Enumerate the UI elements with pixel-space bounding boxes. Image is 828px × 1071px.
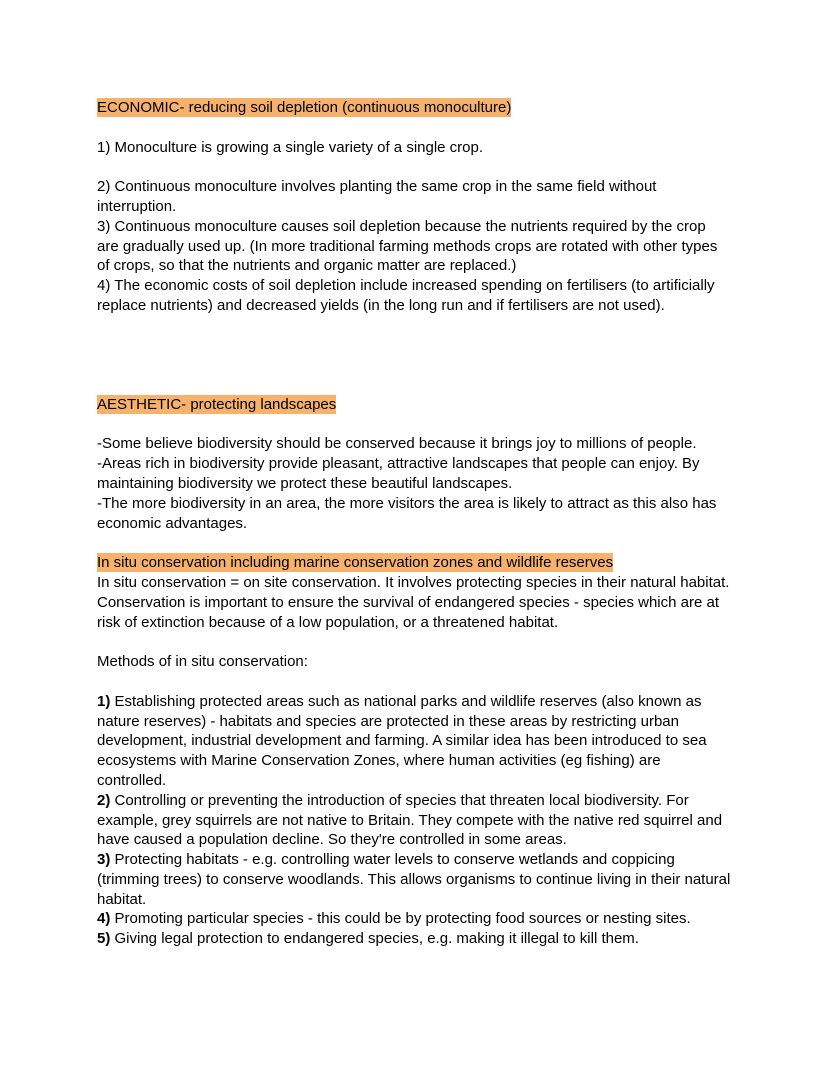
highlighted-heading-text: ECONOMIC- reducing soil depletion (continuous monoculture): [97, 99, 512, 116]
list-number: 3): [97, 851, 111, 869]
highlighted-heading-text: In situ conservation including marine conservation zones and wildlife reserves: [97, 554, 614, 572]
section-in-situ-conservation: [97, 553, 731, 949]
list-number: 5): [97, 930, 111, 948]
section-heading-in-situ: [97, 553, 731, 573]
list-text: Promoting particular species - this could be by protecting food sources or nesting sites.: [110, 910, 691, 928]
list-text: Protecting habitats - e.g. controlling water levels to conserve wetlands and coppicing (trimming trees) to conserve woodlands. This allows organisms to continue living in their natural habitat.: [97, 851, 731, 908]
paragraph: -Some believe biodiversity should be conserved because it brings joy to millions of people.: [97, 435, 697, 453]
list-number: 1): [97, 692, 111, 710]
list-text: Giving legal protection to endangered species, e.g. making it illegal to kill them.: [110, 930, 639, 948]
highlighted-heading-text: AESTHETIC- protecting landscapes: [97, 395, 337, 413]
list-text: Controlling or preventing the introduction of species that threaten local biodiversity. For example, grey squirrels are not native to Britain. They compete with the native red squirrel and have caused a population decline. So they're controlled in some areas.: [97, 791, 723, 849]
paragraph: 4) The economic costs of soil depletion include increased spending on fertilisers (to artificially replace nutrients) and decreased yields (in the long run and if fertilisers are not used).: [97, 277, 715, 314]
paragraph: -Areas rich in biodiversity provide pleasant, attractive landscapes that people can enjoy. By maintaining biodiversity we protect these beautiful landscapes.: [97, 455, 700, 492]
list-item-method-1: [97, 692, 731, 791]
paragraph: 1) Monoculture is growing a single variety of a single crop.: [97, 138, 484, 156]
list-item-method-3: [97, 850, 731, 909]
list-text: Establishing protected areas such as national parks and wildlife reserves (also known as nature reserves) - habitats and species are protected in these areas by restricting urban development, industrial development and farming. A similar idea has been introduced to sea ecosystems with Marine Conservation Zones, where human activities (eg fishing) are controlled.: [97, 692, 707, 789]
list-number: 2): [97, 791, 111, 809]
paragraph: -The more biodiversity in an area, the more visitors the area is likely to attract as this also has economic advantages.: [97, 494, 717, 532]
list-number: 4): [97, 910, 111, 928]
section-aesthetic: [97, 395, 731, 534]
paragraph: 3) Continuous monoculture causes soil depletion because the nutrients required by the crop are gradually used up. (In more traditional farming methods crops are rotated with other types of crops, so that the nutrients and organic matter are replaced.): [97, 217, 718, 275]
section-heading-aesthetic: [97, 395, 731, 415]
list-item-method-2: [97, 791, 731, 850]
paragraph: 2) Continuous monoculture involves planting the same crop in the same field without interruption.: [97, 178, 657, 215]
list-item-method-4: [97, 909, 731, 929]
methods-title: Methods of in situ conservation:: [97, 653, 308, 671]
section-heading-economic: [97, 98, 731, 118]
paragraph: In situ conservation = on site conservation. It involves protecting species in their natural habitat. Conservation is important to ensure the survival of endangered species - species which are at risk of extinction because of a low population, or a threatened habitat.: [97, 573, 730, 631]
section-economic: [97, 98, 731, 316]
list-item-method-5: [97, 929, 731, 949]
